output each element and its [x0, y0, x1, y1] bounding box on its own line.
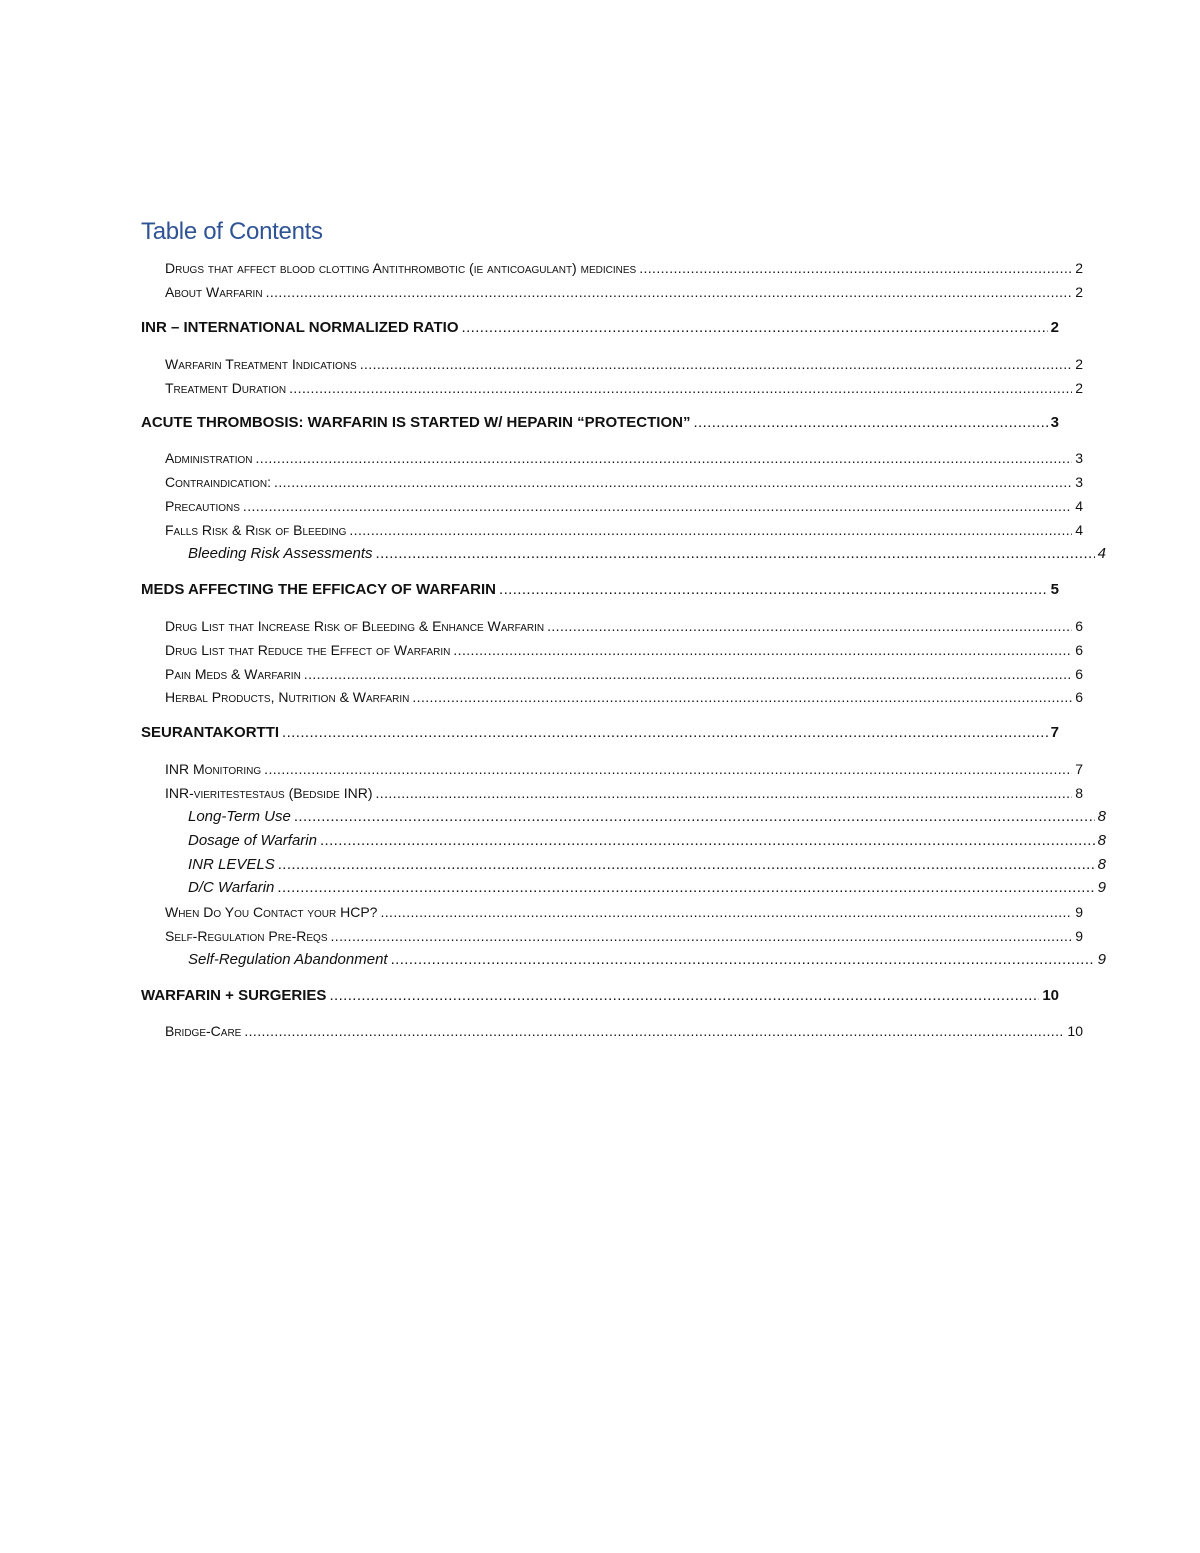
toc-leader — [243, 495, 1072, 517]
toc-leader — [462, 317, 1048, 339]
toc-leader — [391, 949, 1095, 971]
toc-leader — [331, 925, 1073, 947]
toc-entry-label: Treatment Duration — [165, 380, 287, 396]
toc-entry[interactable] — [141, 257, 1083, 279]
toc-leader — [294, 806, 1095, 828]
toc-entry[interactable] — [141, 925, 1083, 947]
toc-entry[interactable] — [141, 412, 1059, 434]
toc-entry[interactable] — [141, 830, 1106, 852]
toc-page-number: 4 — [1097, 545, 1106, 562]
toc-leader — [304, 663, 1072, 685]
toc-page-number: 10 — [1042, 987, 1059, 1004]
toc-page-number: 9 — [1097, 951, 1106, 968]
toc-entry-label: Drug List that Reduce the Effect of Warfarin — [165, 642, 451, 658]
toc-leader — [453, 639, 1072, 661]
toc-entry[interactable] — [141, 854, 1106, 876]
toc-page-number: 2 — [1075, 356, 1083, 372]
toc-entry[interactable] — [141, 353, 1083, 375]
toc-leader — [320, 830, 1095, 852]
toc-entry-label: INR-vieritestestaus (Bedside INR) — [165, 785, 373, 801]
toc-entry[interactable] — [141, 758, 1083, 780]
toc-page-number: 8 — [1097, 856, 1106, 873]
toc-entry-label: Dosage of Warfarin — [188, 832, 317, 849]
toc-leader — [499, 579, 1048, 601]
toc-entry[interactable] — [141, 806, 1106, 828]
toc-leader — [360, 353, 1072, 375]
toc-entry-label: Warfarin Treatment Indications — [165, 356, 357, 372]
toc-entry[interactable] — [141, 615, 1083, 637]
toc-entry[interactable] — [141, 686, 1083, 708]
toc-entry-label: INR Monitoring — [165, 761, 262, 777]
toc-entry-label: ACUTE THROMBOSIS: WARFARIN IS STARTED W/ HEPARIN “PROTECTION” — [141, 414, 691, 431]
toc-entry[interactable] — [141, 377, 1083, 399]
toc-leader — [282, 722, 1048, 744]
toc-entry-label: Drug List that Increase Risk of Bleeding & Enhance Warfarin — [165, 618, 545, 634]
toc-entry-label: D/C Warfarin — [188, 879, 275, 896]
toc-leader — [349, 519, 1072, 541]
toc-entry[interactable] — [141, 663, 1083, 685]
toc-entry-label: INR LEVELS — [188, 856, 275, 873]
toc-entry-label: When Do You Contact your HCP? — [165, 904, 378, 920]
toc-entry[interactable] — [141, 471, 1083, 493]
toc-page-number: 2 — [1075, 260, 1083, 276]
toc-leader — [412, 686, 1072, 708]
toc-page-number: 9 — [1097, 879, 1106, 896]
toc-leader — [278, 854, 1095, 876]
toc-entry-label: Pain Meds & Warfarin — [165, 666, 301, 682]
toc-page-number: 7 — [1075, 761, 1083, 777]
toc-entry-label: Falls Risk & Risk of Bleeding — [165, 522, 347, 538]
toc-entry[interactable] — [141, 519, 1083, 541]
toc-entry-label: Administration — [165, 450, 253, 466]
toc-leader — [380, 901, 1072, 923]
toc-entry[interactable] — [141, 782, 1083, 804]
toc-entry-label: Self-Regulation Pre-Reqs — [165, 928, 328, 944]
toc-entry[interactable] — [141, 949, 1106, 971]
toc-page-number: 2 — [1075, 380, 1083, 396]
toc-entry-label: MEDS AFFECTING THE EFFICACY OF WARFARIN — [141, 581, 496, 598]
toc-leader — [639, 257, 1072, 279]
toc-leader — [376, 782, 1073, 804]
toc-page-number: 6 — [1075, 666, 1083, 682]
toc-title: Table of Contents — [141, 218, 323, 245]
toc-leader — [329, 985, 1039, 1007]
toc-leader — [289, 377, 1072, 399]
toc-page-number: 2 — [1050, 319, 1059, 336]
toc-entry-label: WARFARIN + SURGERIES — [141, 987, 327, 1004]
toc-page-number: 6 — [1075, 642, 1083, 658]
toc-leader — [274, 471, 1072, 493]
toc-entry-label: Bleeding Risk Assessments — [188, 545, 373, 562]
toc-entry-label: Drugs that affect blood clotting Antithrombotic (ie anticoagulant) medicines — [165, 260, 637, 276]
toc-entry[interactable] — [141, 877, 1106, 899]
toc-entry[interactable] — [141, 543, 1106, 565]
toc-entry[interactable] — [141, 447, 1083, 469]
toc-entry-label: SEURANTAKORTTI — [141, 724, 280, 741]
toc-page-number: 6 — [1075, 689, 1083, 705]
toc-page-number: 7 — [1050, 724, 1059, 741]
toc-entry[interactable] — [141, 1020, 1083, 1042]
toc-entry-label: Bridge-Care — [165, 1023, 242, 1039]
toc-leader — [547, 615, 1072, 637]
toc-entry[interactable] — [141, 579, 1059, 601]
toc-page-number: 9 — [1075, 904, 1083, 920]
toc-leader — [277, 877, 1094, 899]
toc-entry[interactable] — [141, 985, 1059, 1007]
toc-page-number: 10 — [1067, 1023, 1083, 1039]
toc-page-number: 8 — [1097, 808, 1106, 825]
toc-page-number: 3 — [1075, 450, 1083, 466]
toc-page-number: 4 — [1075, 522, 1083, 538]
toc-leader — [376, 543, 1095, 565]
toc-leader — [266, 281, 1073, 303]
toc-page-number: 8 — [1075, 785, 1083, 801]
toc-leader — [693, 412, 1047, 434]
toc-page-number: 4 — [1075, 498, 1083, 514]
toc-page-number: 2 — [1075, 284, 1083, 300]
toc-entry-label: INR – INTERNATIONAL NORMALIZED RATIO — [141, 319, 459, 336]
toc-page-number: 8 — [1097, 832, 1106, 849]
toc-entry[interactable] — [141, 281, 1083, 303]
toc-entry-label: Long-Term Use — [188, 808, 291, 825]
toc-page-number: 6 — [1075, 618, 1083, 634]
toc-entry[interactable] — [141, 317, 1059, 339]
toc-page-number: 9 — [1075, 928, 1083, 944]
toc-entry[interactable] — [141, 495, 1083, 517]
toc-page-number: 5 — [1050, 581, 1059, 598]
toc-leader — [264, 758, 1072, 780]
toc-page-number: 3 — [1075, 474, 1083, 490]
toc-entry-label: About Warfarin — [165, 284, 263, 300]
toc-entry[interactable] — [141, 722, 1059, 744]
toc-entry-label: Contraindication: — [165, 474, 272, 490]
toc-entry[interactable] — [141, 639, 1083, 661]
toc-leader — [244, 1020, 1064, 1042]
toc-entry-label: Self-Regulation Abandonment — [188, 951, 388, 968]
toc-entry-label: Precautions — [165, 498, 240, 514]
toc-leader — [255, 447, 1072, 469]
toc-entry-label: Herbal Products, Nutrition & Warfarin — [165, 689, 410, 705]
toc-entry[interactable] — [141, 901, 1083, 923]
toc-page-number: 3 — [1050, 414, 1059, 431]
